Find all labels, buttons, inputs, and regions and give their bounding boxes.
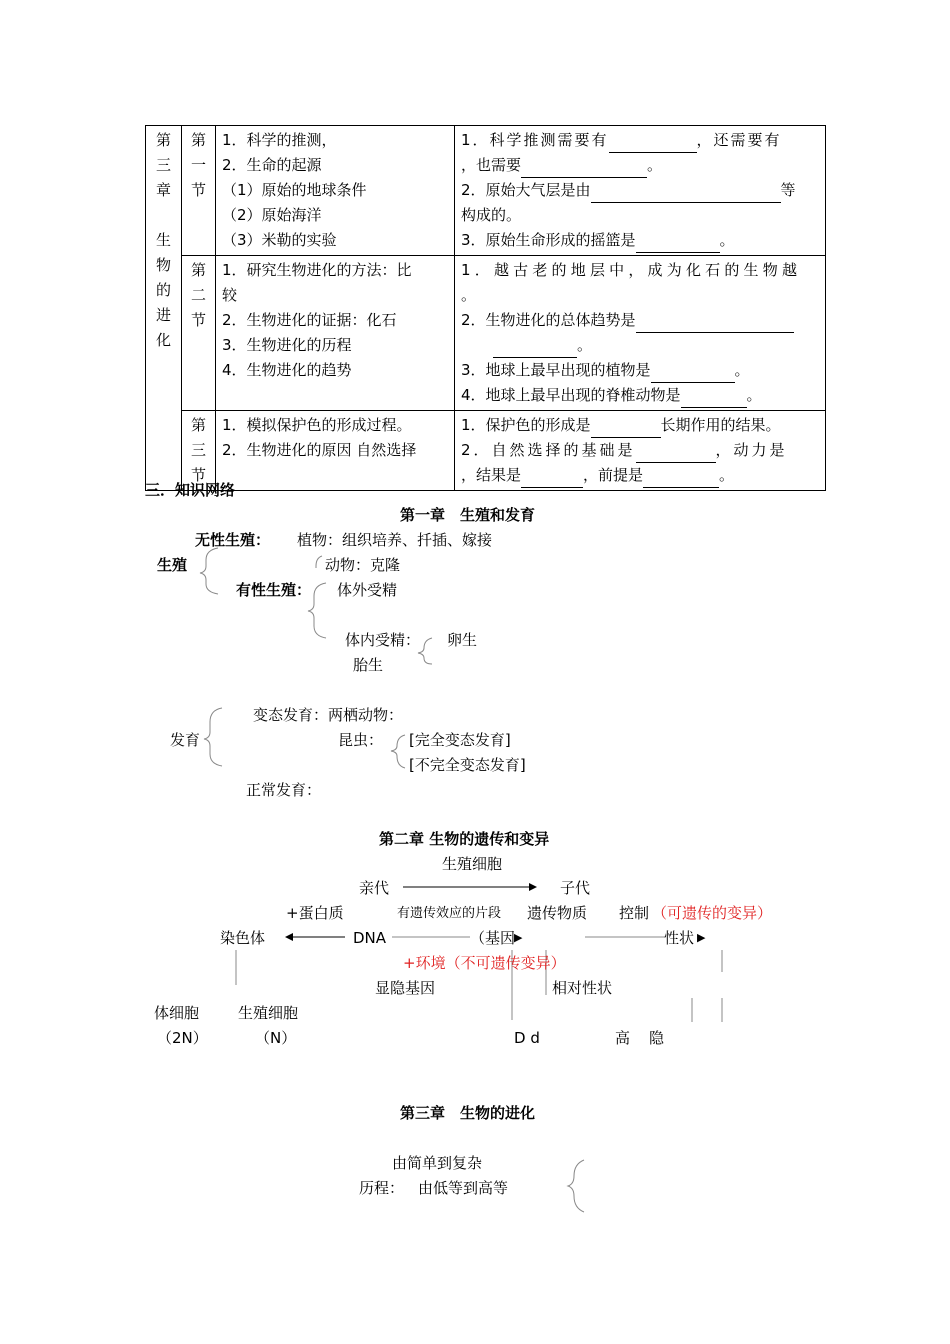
- question-line: 1．保护色的形成是 长期作用的结果。: [461, 413, 819, 438]
- offspring-generation: 子代: [560, 879, 591, 897]
- incomplete-metamorphosis: [不完全变态发育]: [409, 756, 526, 774]
- diploid-2n: （2N）: [157, 1029, 208, 1047]
- chapter-1-title: 第一章 生殖和发育: [400, 506, 536, 524]
- plant-methods: 植物：组织培养、扦插、嫁接: [297, 531, 493, 549]
- chapter-char: 化: [155, 331, 171, 349]
- brace: [204, 708, 222, 766]
- allele-dd: D d: [514, 1029, 540, 1047]
- question-line: 。: [461, 286, 477, 304]
- content-line: 2．生物进化的原因 自然选择: [222, 441, 417, 459]
- question-line: 。: [461, 333, 819, 358]
- viviparous: 胎生: [353, 656, 384, 674]
- question-line: 4．地球上最早出现的脊椎动物是 。: [461, 383, 819, 408]
- content-line: 2．生命的起源: [222, 156, 322, 174]
- tall-trait: 高: [615, 1029, 631, 1047]
- brace: [418, 638, 432, 664]
- section-char: 一: [190, 156, 206, 174]
- gene: （基因: [470, 929, 516, 947]
- chapter-2-title: 第二章 生物的遗传和变异: [379, 830, 550, 848]
- haploid-n: （N）: [255, 1029, 297, 1047]
- section-char: 第: [190, 261, 206, 279]
- oviparous: 卵生: [447, 631, 478, 649]
- content-line: 2．生物进化的证据：化石: [222, 311, 397, 329]
- external-fertilization: 体外受精: [337, 581, 398, 599]
- chapter-char: 章: [155, 181, 171, 199]
- content-line: （1）原始的地球条件: [222, 181, 367, 199]
- parent-generation: 亲代: [359, 879, 390, 897]
- chapter-char: 生: [155, 231, 171, 249]
- section-char: 二: [190, 286, 206, 304]
- brace: [568, 1160, 584, 1212]
- chapter-char: 物: [155, 256, 171, 274]
- chapter-char: 第: [155, 131, 171, 149]
- germ-cell-top: 生殖细胞: [442, 855, 503, 873]
- content-line: 1．研究生物进化的方法：比: [222, 261, 412, 279]
- question-line: ，结果是 ，前提是 。: [461, 463, 819, 488]
- chapter-char: 三: [155, 156, 171, 174]
- dominant-recessive-genes: 显隐基因: [375, 979, 436, 997]
- trait-arrow-head: ▶: [697, 931, 706, 944]
- simple-to-complex: 由简单到复杂: [392, 1154, 483, 1172]
- low-to-high: 由低等到高等: [418, 1179, 509, 1197]
- sexual-reproduction: 有性生殖：: [236, 581, 312, 599]
- evolution-course-label: 历程：: [359, 1179, 405, 1197]
- section-char: 第: [190, 131, 206, 149]
- internal-fertilization: 体内受精：: [345, 631, 421, 649]
- dna: DNA: [353, 929, 387, 947]
- protein: +蛋白质: [286, 904, 344, 922]
- recessive-trait: 隐: [649, 1029, 665, 1047]
- content-line: 1．模拟保护色的形成过程。: [222, 416, 412, 434]
- content-line: 4．生物进化的趋势: [222, 361, 352, 379]
- content-line: （3）米勒的实验: [222, 231, 337, 249]
- relative-traits: 相对性状: [552, 979, 613, 997]
- environment-variation: +环境（不可遗传变异）: [403, 954, 566, 972]
- genetic-material: 遗传物质: [527, 904, 588, 922]
- animal-methods: 动物：克隆: [325, 556, 401, 574]
- chromosome: 染色体: [220, 929, 266, 947]
- brace: [391, 735, 405, 768]
- question-line: 构成的。: [461, 206, 522, 224]
- question-line: 2．原始大气层是由 等: [461, 178, 819, 203]
- brace: [200, 548, 218, 594]
- question-line: 2．生物进化的总体趋势是: [461, 308, 819, 333]
- trait: 性状: [664, 929, 695, 947]
- gene-segment-note: 有遗传效应的片段: [397, 906, 502, 921]
- section-char: 节: [190, 466, 206, 484]
- content-line: 3．生物进化的历程: [222, 336, 352, 354]
- development-label: 发育: [170, 731, 201, 749]
- chapter-char: 进: [155, 306, 171, 324]
- asexual-reproduction: 无性生殖：: [195, 531, 271, 549]
- chapter-char: 的: [155, 281, 171, 299]
- germ-cell: 生殖细胞: [238, 1004, 299, 1022]
- control: 控制: [619, 904, 650, 922]
- complete-metamorphosis: [完全变态发育]: [409, 731, 511, 749]
- chapter-3-title: 第三章 生物的进化: [400, 1104, 536, 1122]
- content-line: 1．科学的推测，: [222, 131, 337, 149]
- metamorphosis: 变态发育：两栖动物：: [253, 706, 404, 724]
- normal-development: 正常发育：: [246, 781, 322, 799]
- question-line: 1．越古老的地层中，成为化石的生物越: [461, 261, 802, 279]
- question-line: 3．地球上最早出现的植物是 。: [461, 358, 819, 383]
- question-line: 3．原始生命形成的摇篮是 。: [461, 228, 819, 253]
- question-line: 1．科学推测需要有 ，还需要有: [461, 128, 819, 153]
- content-line: 较: [222, 286, 238, 304]
- section-char: 节: [190, 181, 206, 199]
- question-line: ，也需要 。: [461, 153, 819, 178]
- somatic-cell: 体细胞: [154, 1004, 200, 1022]
- section-char: 三: [190, 441, 206, 459]
- content-line: （2）原始海洋: [222, 206, 322, 224]
- gene-arrow-head: ▶: [514, 931, 523, 944]
- reproduction-label: 生殖: [157, 556, 188, 574]
- heritable-variation: （可遗传的变异）: [652, 904, 773, 922]
- knowledge-network-heading: 三．知识网络: [145, 481, 236, 499]
- insects: 昆虫：: [338, 731, 384, 749]
- question-line: 2．自然选择的基础是 ，动力是: [461, 438, 819, 463]
- section-char: 节: [190, 311, 206, 329]
- section-char: 第: [190, 416, 206, 434]
